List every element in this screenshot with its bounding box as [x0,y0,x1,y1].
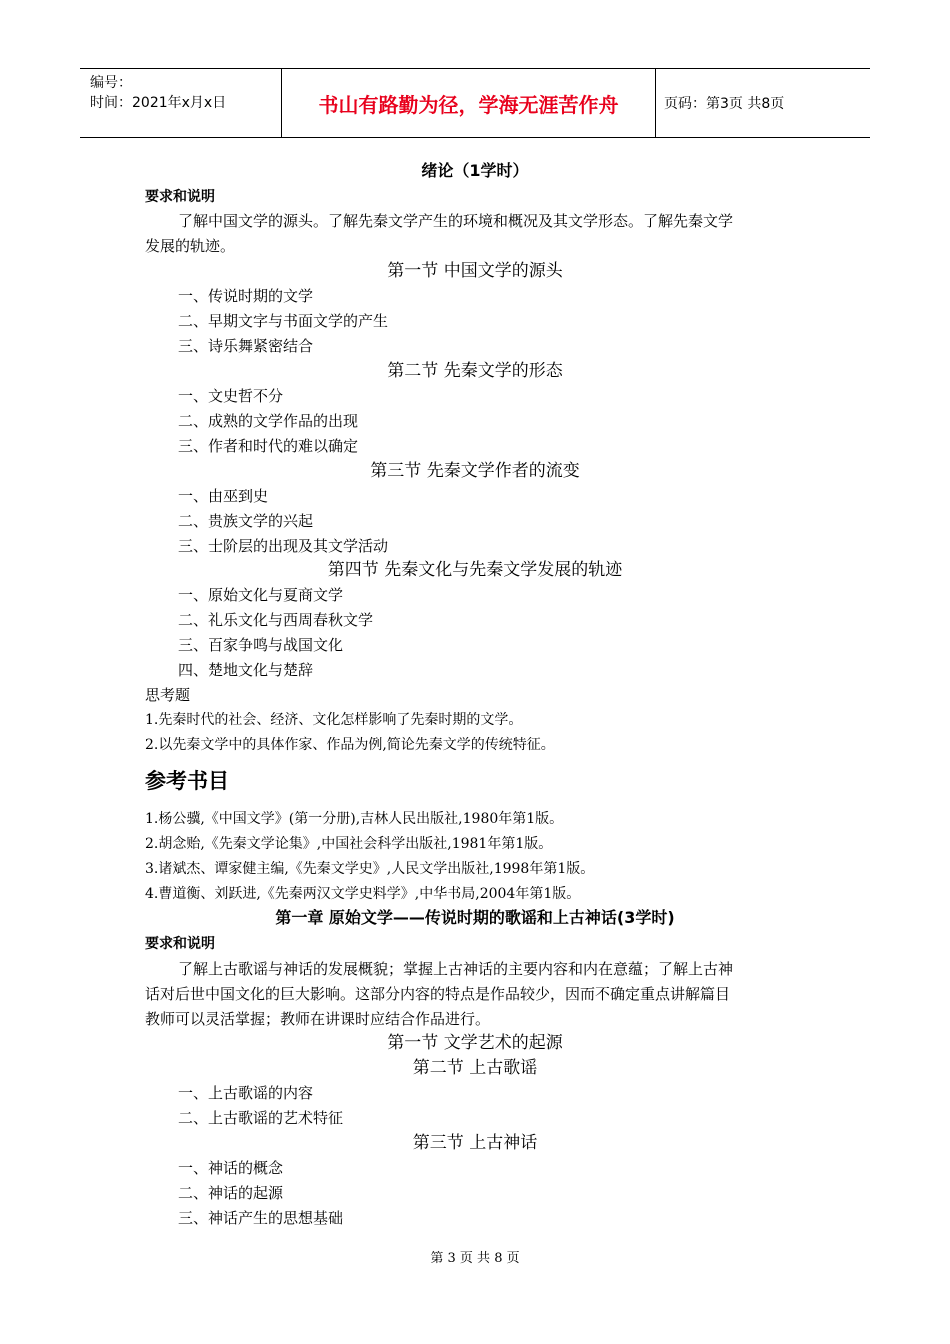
list-item: 二、上古歌谣的艺术特征 [178,1109,344,1127]
header-page-info: 页码：第3页 共8页 [664,96,785,112]
chapter1-section-1-title: 第一节 文学艺术的起源 [387,1033,563,1053]
list-item: 一、原始文化与夏商文学 [178,586,344,604]
list-item: 二、贵族文学的兴起 [178,512,314,530]
intro-section-1-title: 第一节 中国文学的源头 [387,261,563,281]
intro-section-3-title: 第三节 先秦文学作者的流变 [370,461,580,481]
chapter1-title: 第一章 原始文学——传说时期的歌谣和上古神话(3学时) [275,908,675,927]
list-item: 二、礼乐文化与西周春秋文学 [178,611,374,629]
intro-section-2-title: 第二节 先秦文学的形态 [387,361,563,381]
list-item: 二、成熟的文学作品的出现 [178,412,359,430]
reference-item: 1.杨公骥,《中国文学》(第一分册),吉林人民出版社,1980年第1版。 [145,811,564,827]
chapter1-req-text-3: 教师可以灵活掌握；教师在讲课时应结合作品进行。 [145,1010,491,1028]
doc-time-label: 时间：2021年x月x日 [90,95,227,111]
questions-heading: 思考题 [145,686,191,704]
list-item: 一、神话的概念 [178,1159,284,1177]
list-item: 三、作者和时代的难以确定 [178,437,359,455]
list-item: 二、神话的起源 [178,1184,284,1202]
references-heading: 参考书目 [145,769,229,793]
chapter1-req-text-2: 话对后世中国文化的巨大影响。这部分内容的特点是作品较少，因而不确定重点讲解篇目 [145,985,731,1003]
chapter1-section-2-title: 第二节 上古歌谣 [412,1058,538,1078]
list-item: 三、神话产生的思想基础 [178,1209,344,1227]
list-item: 三、诗乐舞紧密结合 [178,337,314,355]
header-motto: 书山有路勤为径，学海无涯苦作舟 [282,69,656,137]
doc-number-label: 编号： [90,75,132,91]
question-item: 1.先秦时代的社会、经济、文化怎样影响了先秦时期的文学。 [145,712,523,728]
chapter1-req-text-1: 了解上古歌谣与神话的发展概貌；掌握上古神话的主要内容和内在意蕴；了解上古神 [178,960,734,978]
list-item: 一、上古歌谣的内容 [178,1084,314,1102]
list-item: 一、传说时期的文学 [178,287,314,305]
intro-req-text-2: 发展的轨迹。 [145,237,236,255]
list-item: 三、百家争鸣与战国文化 [178,636,344,654]
chapter1-section-3-title: 第三节 上古神话 [412,1133,538,1153]
header-meta [80,69,282,137]
page-header [80,68,870,138]
reference-item: 3.诸斌杰、谭家健主编,《先秦文学史》,人民文学出版社,1998年第1版。 [145,861,595,877]
list-item: 一、文史哲不分 [178,387,284,405]
intro-title: 绪论（1学时） [421,161,529,180]
list-item: 三、士阶层的出现及其文学活动 [178,537,389,555]
page-footer: 第 3 页 共 8 页 [430,1251,520,1266]
reference-item: 2.胡念贻,《先秦文学论集》,中国社会科学出版社,1981年第1版。 [145,836,553,852]
intro-section-4-title: 第四节 先秦文化与先秦文学发展的轨迹 [327,560,623,580]
intro-req-heading: 要求和说明 [145,189,215,205]
list-item: 四、楚地文化与楚辞 [178,661,314,679]
question-item: 2.以先秦文学中的具体作家、作品为例,简论先秦文学的传统特征。 [145,737,555,753]
list-item: 一、由巫到史 [178,487,269,505]
reference-item: 4.曹道衡、刘跃进,《先秦两汉文学史料学》,中华书局,2004年第1版。 [145,886,581,902]
chapter1-req-heading: 要求和说明 [145,936,215,952]
intro-req-text-1: 了解中国文学的源头。了解先秦文学产生的环境和概况及其文学形态。了解先秦文学 [178,212,734,230]
list-item: 二、早期文字与书面文学的产生 [178,312,389,330]
